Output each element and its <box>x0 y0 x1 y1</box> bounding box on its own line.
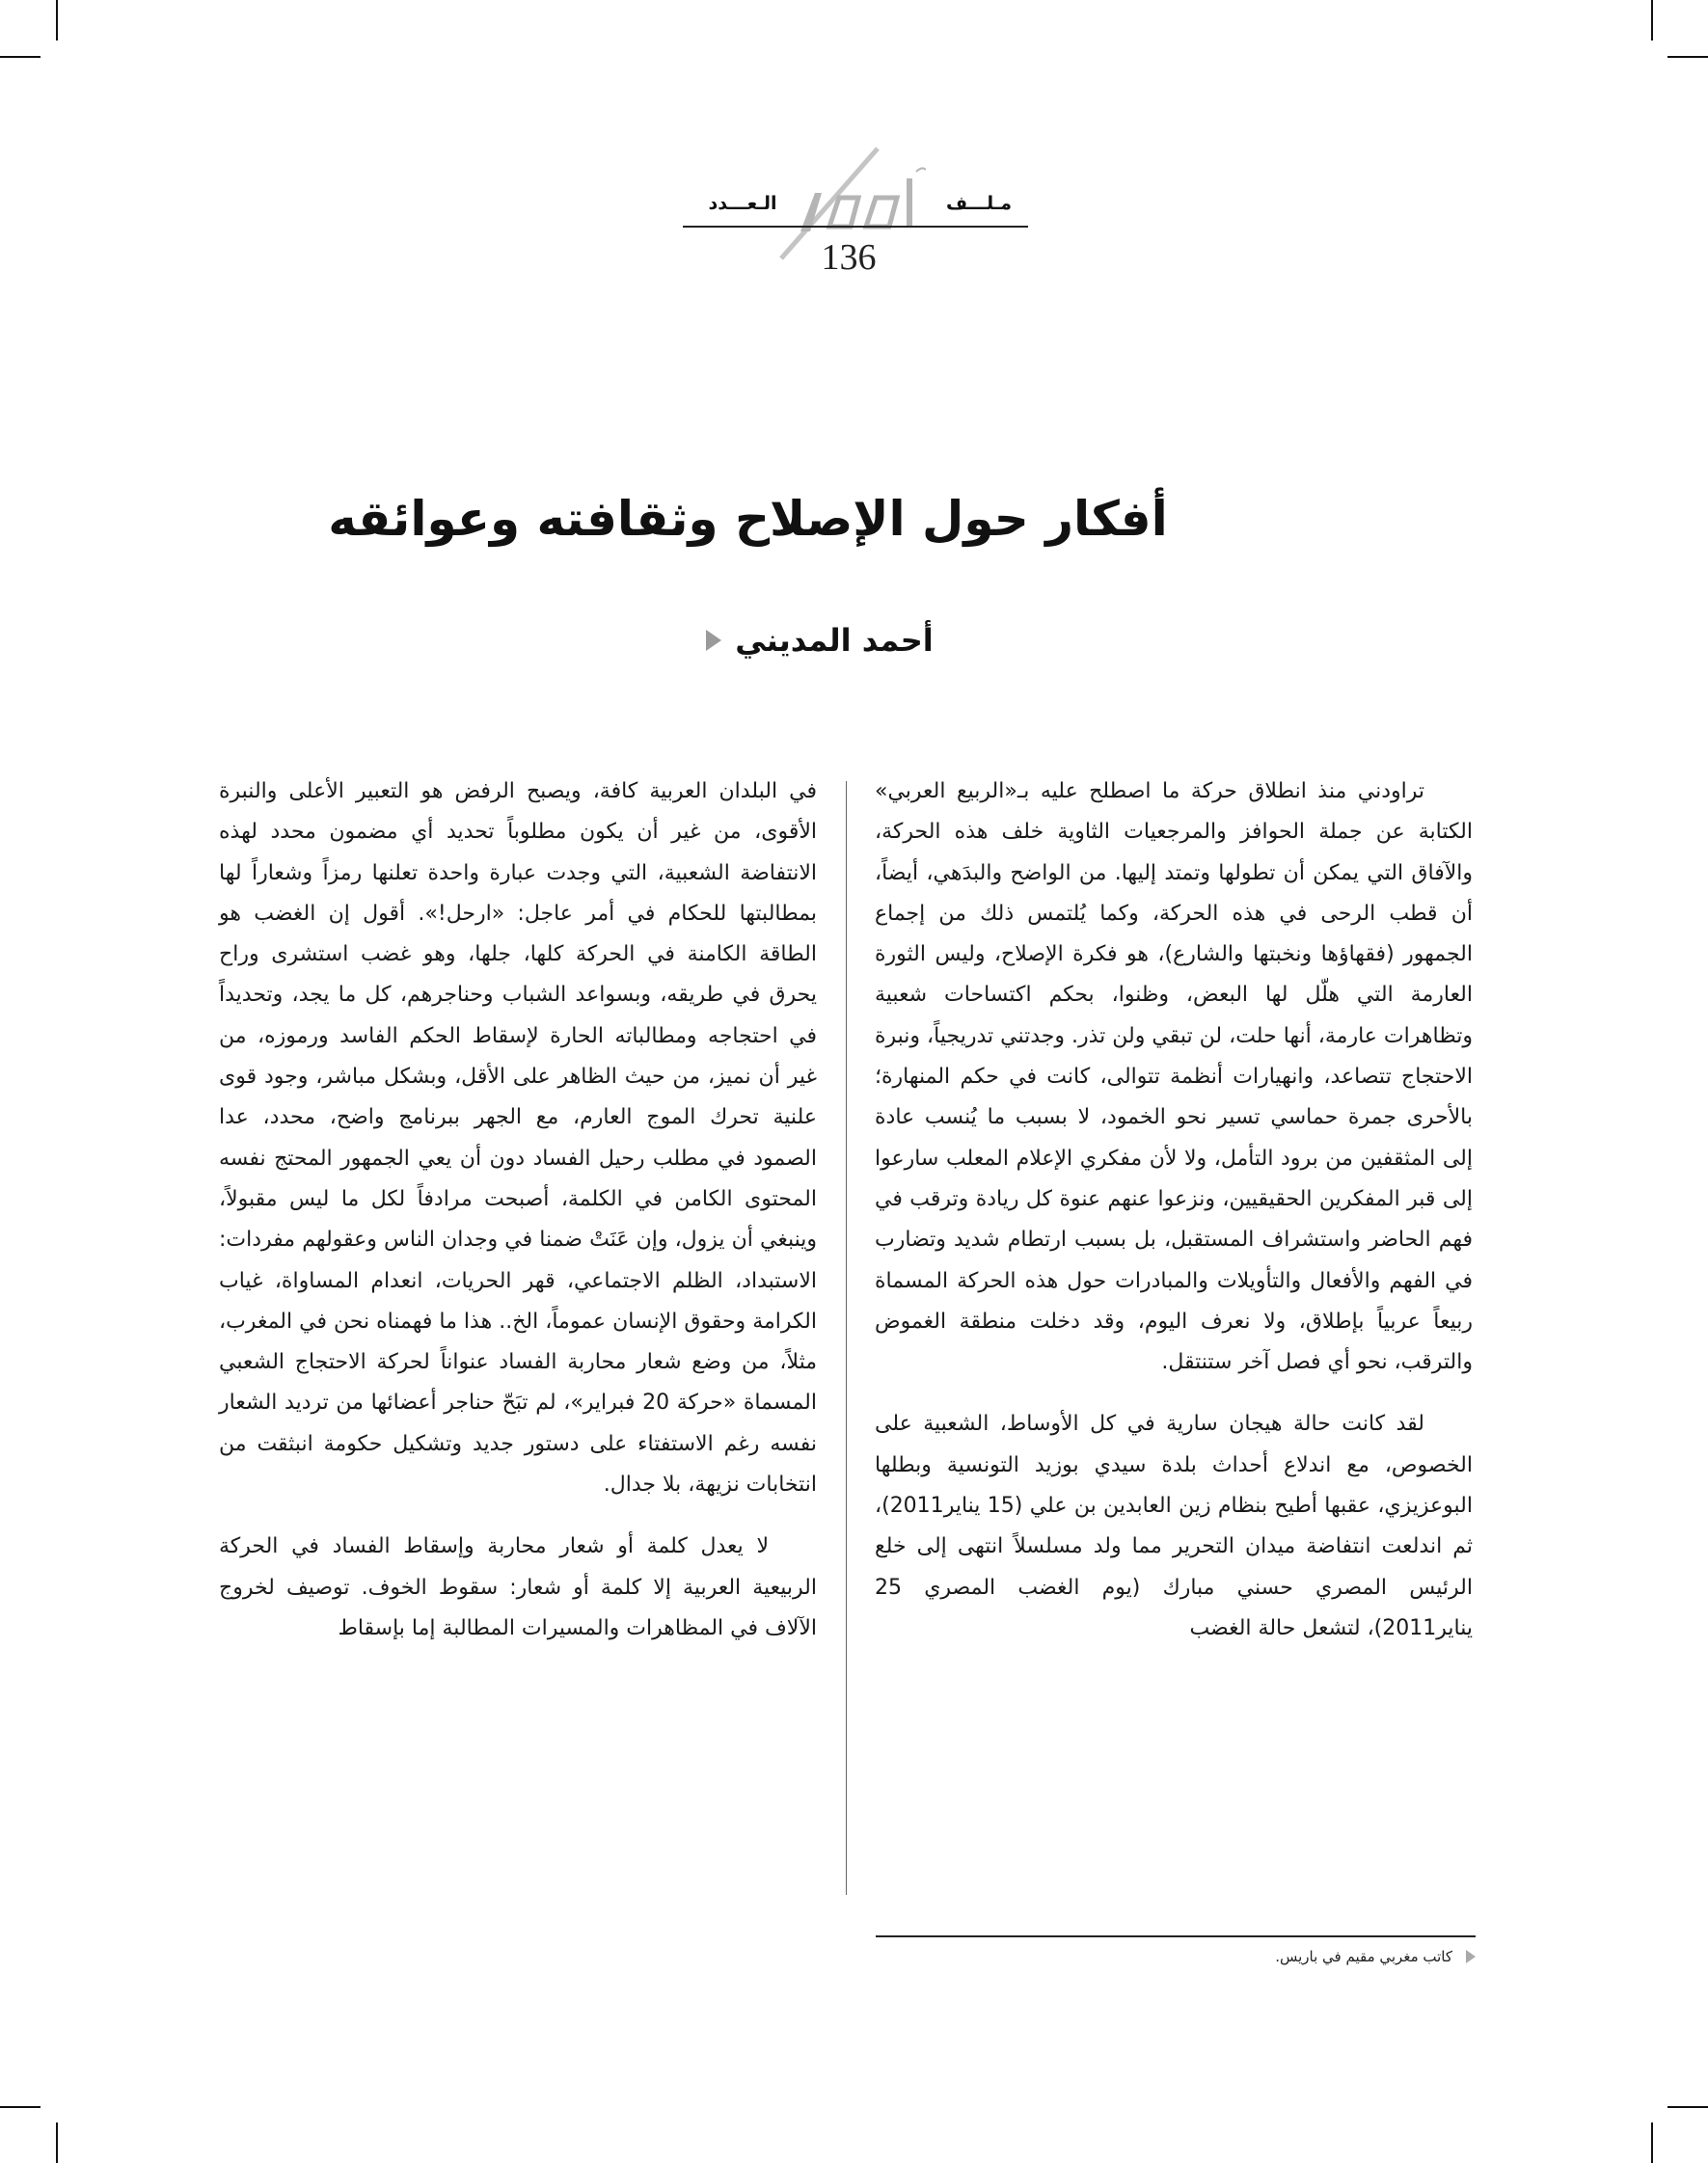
column-left <box>219 771 817 1670</box>
triangle-pointer-icon <box>706 630 721 651</box>
section-label-file: مـلـــف <box>945 193 1013 214</box>
footnote-rule <box>876 1935 1476 1937</box>
paragraph: لقد كانت حالة هيجان سارية في كل الأوساط، الشعبية على الخصوص، مع اندلاع أحداث بلدة سيدي بوزيد التونسية وبطلها البوعزيزي، عقبها أطيح بنظام زين العابدين بن علي (15 يناير2011)، ثم اندلعت انتفاضة ميدان التحرير مما ولد مسلسلاً انتهى إلى خلع الرئيس المصري حسني مبارك (يوم الغضب المصري 25 يناير2011)، لتشعل حالة الغضب <box>875 1412 1473 1640</box>
crop-mark-top-right-v <box>1651 0 1653 41</box>
crop-mark-bottom-left-v <box>56 2122 58 2163</box>
paragraph: في البلدان العربية كافة، ويصبح الرفض هو التعبير الأعلى والنبرة الأقوى، من غير أن يكون مطلوباً تحديد أي مضمون محدد لهذه الانتفاضة الشعبية، التي وجدت عبارة واحدة تعلنها رمزاً وشعاراً لها بمطالبتها للحكام في أمر عاجل: «ارحل!». أقول إن الغضب هو الطاقة الكامنة في الحركة كلها، جلها، وهو غضب استشرى وراح يحرق في طريقه، وبسواعد الشباب وحناجرهم، كل ما يجد، وتحديداً في احتجاجه ومطالباته الحارة لإسقاط الحكم الفاسد ورموزه، من غير أن نميز، من حيث الظاهر على الأقل، وبشكل مباشر، وجود قوى علنية تحرك الموج العارم، مع الجهر ببرنامج واضح، محدد، عدا الصمود في مطلب رحيل الفساد دون أن يعي الجمهور المحتج نفسه المحتوى الكامن في الكلمة، أصبحت مرادفاً لكل ما ليس مقبولاً، وينبغي أن يزول، وإن عَنَتْ ضمنا في وجدان الناس وعقولهم مفردات: الاستبداد، الظلم الاجتماعي، قهر الحريات، انعدام المساواة، غياب الكرامة وحقوق الإنسان عموماً، الخ.. هذا ما فهمناه نحن في المغرب، مثلاً، من وضع شعار محاربة الفساد عنواناً لحركة الاحتجاج الشعبي المسماة «حركة 20 فبراير»، لم تبَحّ حناجر أعضائها من ترديد الشعار نفسه رغم الاستفتاء على دستور جديد وتشكيل حكومة انبثقت من انتخابات نزيهة، بلا جدال. <box>219 779 817 1498</box>
column-right <box>875 771 1473 1670</box>
footnote-text: كاتب مغربي مقيم في باريس. <box>1275 1948 1452 1965</box>
running-header <box>0 145 1708 280</box>
crop-mark-top-left-h <box>0 56 41 58</box>
paragraph: لا يعدل كلمة أو شعار محاربة وإسقاط الفساد في الحركة الربيعية العربية إلا كلمة أو شعار: سقوط الخوف. توصيف لخروج الآلاف في المظاهرات والمسيرات المطالبة إما بإسقاط <box>219 1534 817 1640</box>
crop-mark-bottom-right-h <box>1667 2106 1708 2108</box>
author-byline <box>627 622 1013 659</box>
header-rule <box>683 226 1028 228</box>
column-divider <box>846 781 847 1895</box>
author-name: أحمد المديني <box>735 622 934 659</box>
crop-mark-top-left-v <box>56 0 58 41</box>
section-label-issue: الـعـــدد <box>708 193 777 214</box>
article-title: أفكار حول الإصلاح وثقافته وعوائقه <box>328 491 1168 547</box>
crop-mark-top-right-h <box>1667 56 1708 58</box>
triangle-pointer-icon <box>1466 1950 1476 1963</box>
page-number: 136 <box>821 237 877 278</box>
paragraph: تراودني منذ انطلاق حركة ما اصطلح عليه بـ«الربيع العربي» الكتابة عن جملة الحوافز والمرجعيات الثاوية خلف هذه الحركة، والآفاق التي يمكن أن تطولها وتمتد إليها. من الواضح والبدَهي، أيضاً، أن قطب الرحى في هذه الحركة، وكما يُلتمس ذلك من إجماع الجمهور (فقهاؤها ونخبتها والشارع)، هو فكرة الإصلاح، وليس الثورة العارمة التي هلّل لها البعض، وظنوا، بحكم اكتساحات شعبية وتظاهرات عارمة، أنها حلت، لن تبقي ولن تذر. وجدتني تدريجياً، ونبرة الاحتجاج تتصاعد، وانهيارات أنظمة تتوالى، كانت في حكم المنهارة؛ بالأحرى جمرة حماسي تسير نحو الخمود، لا بسبب ما يُنسب عادة إلى المثقفين من برود التأمل، ولا لأن مفكري الإعلام المعلب سارعوا إلى قبر المفكرين الحقيقيين، ونزعوا عنهم عنوة كل ريادة وترقب في فهم الحاضر واستشراف المستقبل، بل بسبب ارتطام شديد وتضارب في الفهم والأفعال والتأويلات والمبادرات حول هذه الحركة المسماة ربيعاً عربياً بإطلاق، ولا نعرف اليوم، وقد دخلت منطقة الغموض والترقب، نحو أي فصل آخر ستنتقل. <box>875 779 1473 1375</box>
crop-mark-bottom-left-h <box>0 2106 41 2108</box>
crop-mark-bottom-right-v <box>1651 2122 1653 2163</box>
footnote <box>964 1948 1476 1965</box>
